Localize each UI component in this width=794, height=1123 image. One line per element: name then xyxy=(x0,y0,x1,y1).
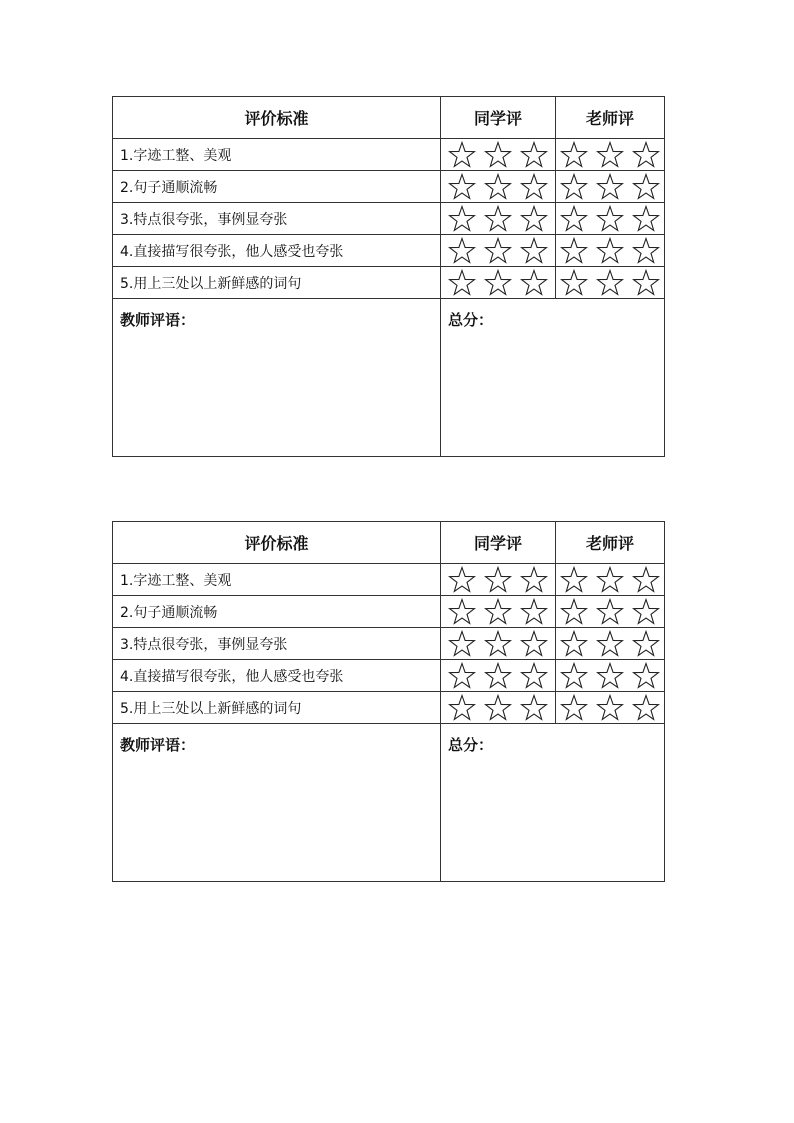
total-score-area[interactable] xyxy=(441,724,665,882)
teacher-star-rating[interactable] xyxy=(556,692,665,724)
star-icon[interactable] xyxy=(596,173,624,201)
teacher-eval-header: 老师评 xyxy=(556,97,665,139)
star-icon[interactable] xyxy=(560,141,588,169)
star-icon[interactable] xyxy=(596,566,624,594)
criterion-label: 1.字迹工整、美观 xyxy=(113,139,441,171)
criterion-label: 5.用上三处以上新鲜感的词句 xyxy=(113,692,441,724)
peer-star-rating[interactable] xyxy=(441,235,556,267)
table-header-row xyxy=(113,97,665,139)
star-icon[interactable] xyxy=(596,141,624,169)
teacher-comment-label: 教师评语： xyxy=(120,311,196,329)
table-footer-row xyxy=(113,724,665,882)
peer-star-rating[interactable] xyxy=(441,171,556,203)
star-icon[interactable] xyxy=(484,173,512,201)
table-row xyxy=(113,171,665,203)
teacher-star-rating[interactable] xyxy=(556,564,665,596)
star-icon[interactable] xyxy=(484,630,512,658)
criteria-header: 评价标准 xyxy=(113,522,441,564)
star-icon[interactable] xyxy=(484,269,512,297)
star-icon[interactable] xyxy=(632,269,660,297)
star-icon[interactable] xyxy=(520,694,548,722)
teacher-star-rating[interactable] xyxy=(556,235,665,267)
criterion-label: 1.字迹工整、美观 xyxy=(113,564,441,596)
star-icon[interactable] xyxy=(520,205,548,233)
star-icon[interactable] xyxy=(520,630,548,658)
star-icon[interactable] xyxy=(632,141,660,169)
star-icon[interactable] xyxy=(448,269,476,297)
peer-star-rating[interactable] xyxy=(441,692,556,724)
peer-eval-header: 同学评 xyxy=(441,97,556,139)
teacher-star-rating[interactable] xyxy=(556,171,665,203)
star-icon[interactable] xyxy=(448,630,476,658)
table-row xyxy=(113,267,665,299)
criterion-label: 4.直接描写很夸张，他人感受也夸张 xyxy=(113,235,441,267)
peer-star-rating[interactable] xyxy=(441,596,556,628)
teacher-star-rating[interactable] xyxy=(556,660,665,692)
star-icon[interactable] xyxy=(448,598,476,626)
star-icon[interactable] xyxy=(560,269,588,297)
star-icon[interactable] xyxy=(596,630,624,658)
star-icon[interactable] xyxy=(520,237,548,265)
peer-star-rating[interactable] xyxy=(441,139,556,171)
star-icon[interactable] xyxy=(560,237,588,265)
criterion-label: 2.句子通顺流畅 xyxy=(113,171,441,203)
total-score-area[interactable] xyxy=(441,299,665,457)
table-row xyxy=(113,203,665,235)
table-row xyxy=(113,660,665,692)
star-icon[interactable] xyxy=(448,205,476,233)
teacher-star-rating[interactable] xyxy=(556,203,665,235)
star-icon[interactable] xyxy=(632,205,660,233)
criterion-label: 3.特点很夸张，事例显夸张 xyxy=(113,203,441,235)
table-row xyxy=(113,235,665,267)
peer-star-rating[interactable] xyxy=(441,564,556,596)
star-icon[interactable] xyxy=(632,173,660,201)
star-icon[interactable] xyxy=(448,662,476,690)
star-icon[interactable] xyxy=(632,566,660,594)
star-icon[interactable] xyxy=(632,694,660,722)
star-icon[interactable] xyxy=(484,694,512,722)
peer-eval-header: 同学评 xyxy=(441,522,556,564)
total-score-label: 总分： xyxy=(448,736,494,754)
teacher-star-rating[interactable] xyxy=(556,139,665,171)
table-row xyxy=(113,628,665,660)
star-icon[interactable] xyxy=(484,141,512,169)
star-icon[interactable] xyxy=(448,173,476,201)
table-row xyxy=(113,139,665,171)
star-icon[interactable] xyxy=(632,662,660,690)
peer-star-rating[interactable] xyxy=(441,203,556,235)
teacher-comment-area[interactable] xyxy=(113,724,441,882)
peer-star-rating[interactable] xyxy=(441,628,556,660)
table-row xyxy=(113,692,665,724)
star-icon[interactable] xyxy=(560,662,588,690)
teacher-comment-area[interactable] xyxy=(113,299,441,457)
star-icon[interactable] xyxy=(520,566,548,594)
table-row xyxy=(113,596,665,628)
star-icon[interactable] xyxy=(560,205,588,233)
star-icon[interactable] xyxy=(596,694,624,722)
criteria-header: 评价标准 xyxy=(113,97,441,139)
criterion-label: 2.句子通顺流畅 xyxy=(113,596,441,628)
star-icon[interactable] xyxy=(632,630,660,658)
star-icon[interactable] xyxy=(560,173,588,201)
table-footer-row xyxy=(113,299,665,457)
teacher-star-rating[interactable] xyxy=(556,596,665,628)
star-icon[interactable] xyxy=(520,598,548,626)
star-icon[interactable] xyxy=(596,237,624,265)
star-icon[interactable] xyxy=(448,694,476,722)
star-icon[interactable] xyxy=(596,269,624,297)
star-icon[interactable] xyxy=(520,269,548,297)
star-icon[interactable] xyxy=(596,205,624,233)
star-icon[interactable] xyxy=(560,630,588,658)
star-icon[interactable] xyxy=(484,662,512,690)
star-icon[interactable] xyxy=(448,237,476,265)
teacher-star-rating[interactable] xyxy=(556,267,665,299)
star-icon[interactable] xyxy=(560,598,588,626)
star-icon[interactable] xyxy=(520,141,548,169)
star-icon[interactable] xyxy=(484,598,512,626)
star-icon[interactable] xyxy=(448,566,476,594)
star-icon[interactable] xyxy=(484,237,512,265)
peer-star-rating[interactable] xyxy=(441,660,556,692)
star-icon[interactable] xyxy=(596,662,624,690)
teacher-comment-label: 教师评语： xyxy=(120,736,196,754)
star-icon[interactable] xyxy=(520,173,548,201)
peer-star-rating[interactable] xyxy=(441,267,556,299)
teacher-star-rating[interactable] xyxy=(556,628,665,660)
star-icon[interactable] xyxy=(520,662,548,690)
criterion-label: 5.用上三处以上新鲜感的词句 xyxy=(113,267,441,299)
star-icon[interactable] xyxy=(560,566,588,594)
star-icon[interactable] xyxy=(484,566,512,594)
teacher-eval-header: 老师评 xyxy=(556,522,665,564)
star-icon[interactable] xyxy=(632,598,660,626)
total-score-label: 总分： xyxy=(448,311,494,329)
star-icon[interactable] xyxy=(560,694,588,722)
evaluation-table xyxy=(112,96,665,457)
star-icon[interactable] xyxy=(596,598,624,626)
star-icon[interactable] xyxy=(484,205,512,233)
evaluation-table xyxy=(112,521,665,882)
table-header-row xyxy=(113,522,665,564)
criterion-label: 4.直接描写很夸张，他人感受也夸张 xyxy=(113,660,441,692)
criterion-label: 3.特点很夸张，事例显夸张 xyxy=(113,628,441,660)
star-icon[interactable] xyxy=(632,237,660,265)
star-icon[interactable] xyxy=(448,141,476,169)
table-row xyxy=(113,564,665,596)
